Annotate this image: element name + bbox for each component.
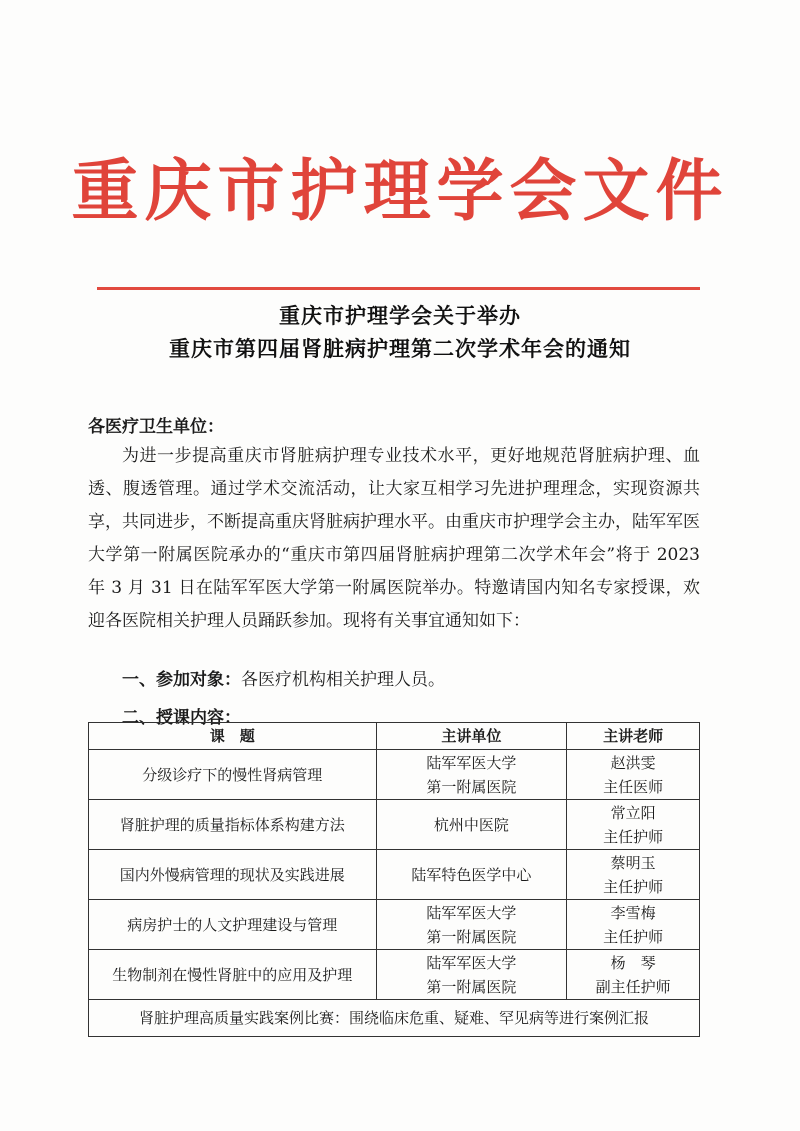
row-topic: 肾脏护理的质量指标体系构建方法 bbox=[89, 800, 377, 850]
header-unit: 主讲单位 bbox=[376, 723, 567, 750]
unit-line1: 陆军军医大学 bbox=[426, 953, 517, 972]
row-topic: 病房护士的人文护理建设与管理 bbox=[89, 900, 377, 950]
section-participants-label: 一、参加对象： bbox=[122, 670, 241, 690]
notice-title-line1: 重庆市护理学会关于举办 bbox=[279, 303, 521, 328]
table-row bbox=[89, 900, 700, 950]
masthead-divider bbox=[97, 287, 700, 290]
teacher-title: 主任护师 bbox=[603, 827, 664, 846]
row-topic: 生物制剂在慢性肾脏中的应用及护理 bbox=[89, 950, 377, 1000]
teacher-name: 蔡明玉 bbox=[610, 853, 656, 872]
header-topic: 课 题 bbox=[89, 723, 377, 750]
unit-line2: 第一附属医院 bbox=[426, 927, 517, 946]
row-unit bbox=[376, 900, 567, 950]
teacher-title: 主任医师 bbox=[603, 777, 664, 796]
teacher-title: 主任护师 bbox=[603, 877, 664, 896]
row-topic: 分级诊疗下的慢性肾病管理 bbox=[89, 750, 377, 800]
unit-line2: 第一附属医院 bbox=[426, 977, 517, 996]
unit-line1: 陆军军医大学 bbox=[426, 903, 517, 922]
body-paragraph: 为进一步提高重庆市肾脏病护理专业技术水平，更好地规范肾脏病护理、血透、腹透管理。通过学术交流活动，让大家互相学习先进护理理念，实现资源共享，共同进步，不断提高重庆肾脏病护理水平。由重庆市护理学会主办，陆军军医大学第一附属医院承办的“重庆市第四届肾脏病护理第二次学术年会”将于 2023 年 3 月 31 日在陆军军医大学第一附属医院举办。特邀请国内知名专家授课，欢迎各医院相关护理人员踊跃参加。现将有关事宜通知如下： bbox=[88, 446, 700, 631]
section-participants-text: 各医疗机构相关护理人员。 bbox=[241, 670, 445, 690]
unit-line1: 杭州中医院 bbox=[433, 815, 509, 834]
table-row bbox=[89, 950, 700, 1000]
teacher-title: 主任护师 bbox=[603, 927, 664, 946]
section-lectures-label: 二、授课内容： bbox=[122, 708, 241, 728]
row-teacher bbox=[567, 750, 700, 800]
row-topic: 国内外慢病管理的现状及实践进展 bbox=[89, 850, 377, 900]
unit-line1: 陆军军医大学 bbox=[426, 753, 517, 772]
row-unit bbox=[376, 800, 567, 850]
row-unit bbox=[376, 850, 567, 900]
row-teacher bbox=[567, 900, 700, 950]
addressee: 各医疗卫生单位： bbox=[88, 417, 224, 437]
teacher-name: 常立阳 bbox=[610, 803, 656, 822]
table-row bbox=[89, 750, 700, 800]
table-footer-row bbox=[89, 1000, 700, 1037]
table-footer: 肾脏护理高质量实践案例比赛：围绕临床危重、疑难、罕见病等进行案例汇报 bbox=[89, 1000, 700, 1037]
section-participants bbox=[122, 665, 445, 690]
unit-line2: 第一附属医院 bbox=[426, 777, 517, 796]
table-header-row bbox=[89, 723, 700, 750]
row-unit bbox=[376, 950, 567, 1000]
notice-title-line2: 重庆市第四届肾脏病护理第二次学术年会的通知 bbox=[169, 336, 631, 361]
header-teacher: 主讲老师 bbox=[567, 723, 700, 750]
teacher-name: 杨 琴 bbox=[610, 953, 656, 972]
teacher-name: 李雪梅 bbox=[610, 903, 656, 922]
row-teacher bbox=[567, 800, 700, 850]
table-row bbox=[89, 800, 700, 850]
lecture-table bbox=[88, 722, 700, 1037]
table-row bbox=[89, 850, 700, 900]
row-teacher bbox=[567, 950, 700, 1000]
unit-line1: 陆军特色医学中心 bbox=[411, 865, 532, 884]
row-unit bbox=[376, 750, 567, 800]
teacher-title: 副主任护师 bbox=[595, 977, 671, 996]
teacher-name: 赵洪雯 bbox=[610, 753, 656, 772]
masthead-title: 重庆市护理学会文件 bbox=[71, 151, 729, 230]
row-teacher bbox=[567, 850, 700, 900]
